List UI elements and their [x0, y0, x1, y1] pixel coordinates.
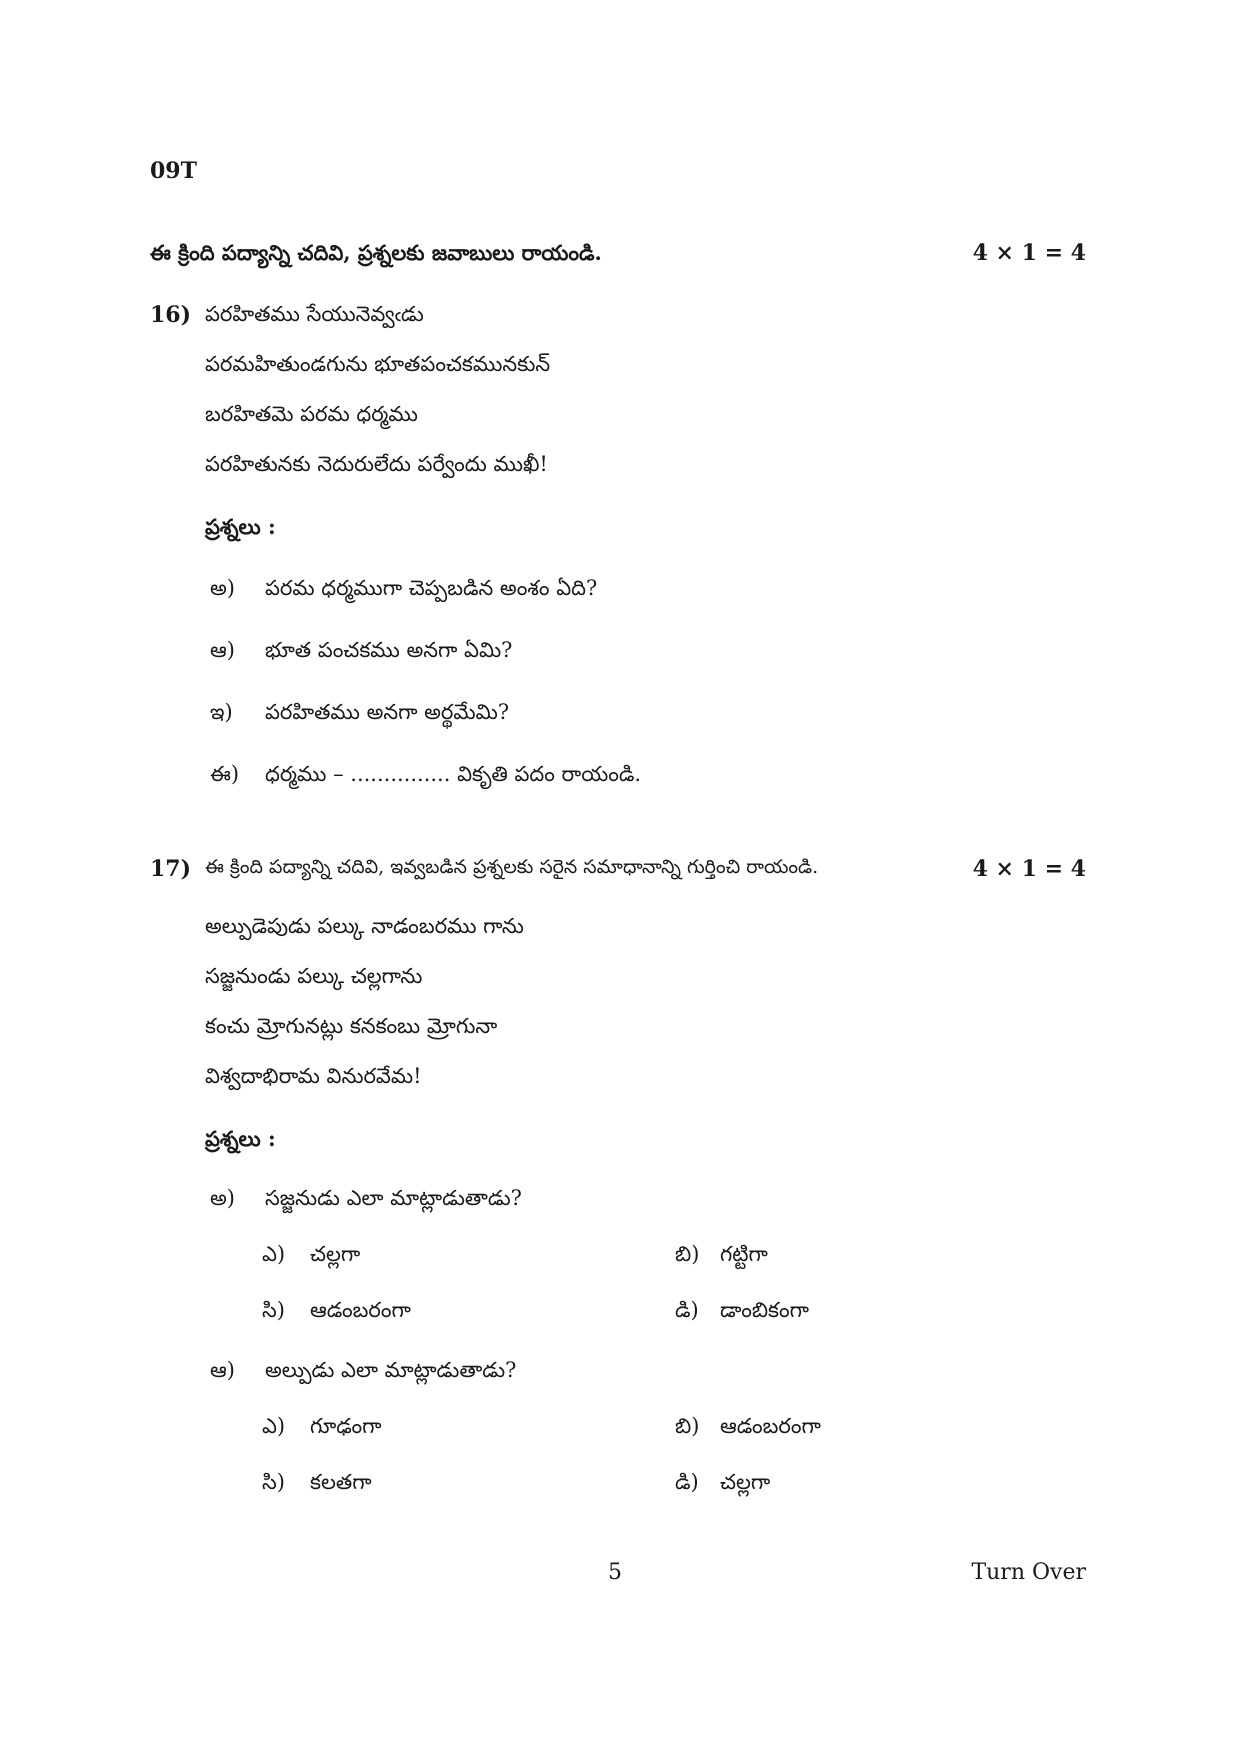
option-label: సి)	[262, 1298, 285, 1322]
q16-poem-line: బరహితమె పరమ ధర్మము	[205, 402, 418, 426]
q16-sub-label: ఇ)	[210, 700, 233, 724]
option-text: చల్లగా	[720, 1470, 771, 1494]
q16-marks: 4 × 1 = 4	[972, 240, 1086, 266]
q16-sub-label: ఆ)	[210, 638, 235, 662]
q17-poem-line: విశ్వదాభిరామ వినురవేమ!	[205, 1064, 422, 1088]
q16-poem-line: పరహితము సేయునెవ్వఁడు	[205, 302, 424, 326]
option-label: బి)	[675, 1414, 700, 1438]
option-text: గూఢంగా	[310, 1414, 382, 1438]
q16-sub-label: అ)	[210, 576, 235, 600]
q17-instruction: ఈ క్రింది పద్యాన్ని చదివి, ఇవ్వబడిన ప్రశ్నలకు సరైన సమాధానాన్ని గుర్తించి రాయండి.	[205, 856, 819, 878]
option-text: డాంబికంగా	[720, 1298, 809, 1322]
option-label: డి)	[675, 1470, 699, 1494]
option-label: ఎ)	[262, 1242, 286, 1266]
q16-poem-line: పరమహితుండగును భూతపంచకమునకున్	[205, 352, 551, 376]
paper-code: 09T	[150, 158, 197, 184]
option-text: ఆడంబరంగా	[720, 1414, 821, 1438]
q17-sub-question: సజ్జనుడు ఎలా మాట్లాడుతాడు?	[265, 1186, 522, 1210]
turn-over-label: Turn Over	[971, 1560, 1086, 1585]
option-text: ఆడంబరంగా	[310, 1298, 411, 1322]
option-label: సి)	[262, 1470, 285, 1494]
q17-questions-label: ప్రశ్నలు :	[205, 1126, 276, 1151]
page-number: 5	[608, 1560, 622, 1585]
q16-sub-question: పరమ ధర్మముగా చెప్పబడిన అంశం ఏది?	[265, 576, 598, 600]
option-label: డి)	[675, 1298, 699, 1322]
q17-sub-label: ఆ)	[210, 1358, 235, 1382]
option-label: బి)	[675, 1242, 700, 1266]
q16-sub-label: ఈ)	[210, 762, 240, 786]
q16-sub-question: భూత పంచకము అనగా ఏమి?	[265, 638, 513, 662]
q16-instruction: ఈ క్రింది పద్యాన్ని చదివి, ప్రశ్నలకు జవాబులు రాయండి.	[150, 240, 602, 265]
q17-poem-line: సజ్జనుండు పల్కు చల్లగాను	[205, 964, 423, 988]
q17-sub-label: అ)	[210, 1186, 235, 1210]
q16-number: 16)	[150, 302, 192, 328]
q16-questions-label: ప్రశ్నలు :	[205, 514, 276, 539]
q16-sub-question: పరహితము అనగా అర్థమేమి?	[265, 700, 510, 724]
q17-number: 17)	[150, 856, 192, 882]
option-text: గట్టిగా	[720, 1242, 768, 1266]
q17-sub-question: అల్పుడు ఎలా మాట్లాడుతాడు?	[265, 1358, 517, 1382]
q17-poem-line: కంచు మ్రోగునట్లు కనకంబు మ్రోగునా	[205, 1014, 498, 1038]
q16-sub-question: ధర్మము – ............... వికృతి పదం రాయండి.	[265, 762, 642, 786]
option-label: ఎ)	[262, 1414, 286, 1438]
option-text: కలతగా	[310, 1470, 372, 1494]
q17-poem-line: అల్పుడెపుడు పల్కు నాడంబరము గాను	[205, 914, 524, 938]
option-text: చల్లగా	[310, 1242, 361, 1266]
q17-marks: 4 × 1 = 4	[972, 856, 1086, 882]
q16-poem-line: పరహితునకు నెదురులేదు పర్వేందు ముఖీ!	[205, 452, 548, 476]
